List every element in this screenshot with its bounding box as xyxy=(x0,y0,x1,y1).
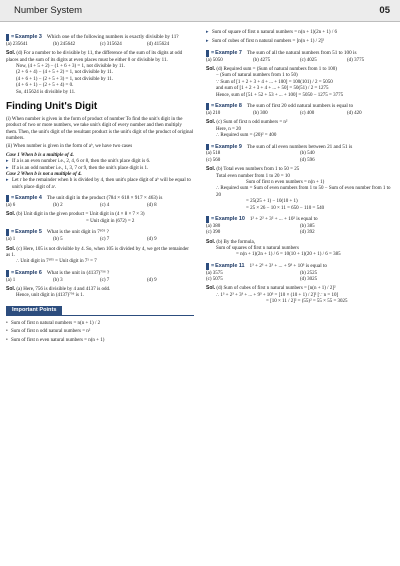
solution-line: = 25 × 26 − 10 × 11 = 650 − 110 = 540 xyxy=(246,205,325,211)
page-header xyxy=(0,0,400,22)
solution-line: ∵ Sum of [1 + 2 + 3 + 4 + ... + 100] = 100(101) / 2 = 5050 xyxy=(216,79,333,85)
case-1-bullet: ▸ If a is an even number i.e., 2, 4, 6 or 8, then the unit's place digit is 6. xyxy=(6,159,194,165)
option: (c) 4 xyxy=(100,203,110,209)
question-text: The sum of all the natural numbers from 51 to 100 is xyxy=(246,49,357,56)
question-text: What is the unit digit in 7¹⁰⁵ ? xyxy=(46,229,109,236)
option: (a) 5050 xyxy=(206,57,223,63)
option: (d) 9 xyxy=(147,237,157,243)
solution-line: (2 + 6 + 4) − (4 + 5 + 2) = 1, not divisible by 11. xyxy=(16,70,114,76)
important-points-box xyxy=(6,306,194,344)
options xyxy=(206,111,394,117)
example-3 xyxy=(6,34,194,96)
solution: Sol. (d) Sum of cubes of first n natural numbers = [n(n + 1) / 2]² ∴ 1³ + 2³ + 3³ + ... + 9³ + 10³ = [10 × (10 + 1) / 2]² [∵ n = 10] = [10 × 11 / 2]² = (55)² = 55 × 55 = 3025 xyxy=(206,285,394,305)
solution-line: Hence, sum of [51 + 52 + 53 + ... + 100] = 5050 − 1275 = 3775 xyxy=(216,92,344,98)
example-7 xyxy=(206,50,394,99)
example-4 xyxy=(6,195,194,225)
question-text: Which one of the following numbers is exactly divisible by 11? xyxy=(46,34,179,40)
option: (b) 300 xyxy=(253,110,268,116)
solution-line: (a) Here, 756 is divisible by 4 and 4137 is odd. xyxy=(16,286,111,292)
example-tag: =Example 8 xyxy=(206,103,244,110)
example-9 xyxy=(206,144,394,212)
option: (b) 245642 xyxy=(53,41,76,47)
option: (b) 5 xyxy=(53,237,63,243)
example-tag: =Example 6 xyxy=(6,270,44,277)
section-title: Number System xyxy=(14,5,83,16)
options xyxy=(6,42,194,48)
case-2-bullet: ▸ Let r be the remainder when b is divided by 4, then unit's place digit of aᵇ will be equal to unit's place digit of aʳ. xyxy=(6,178,194,191)
example-5 xyxy=(6,229,194,265)
solution-line: (c) Here, 105 is not divisible by 4. So, when 105 is divided by 4, we get the remainder as 1. xyxy=(6,246,189,258)
option: (b) 3 xyxy=(53,277,63,283)
option: (d) 415624 xyxy=(147,41,170,47)
solution-line: Now, (4 + 5 + 2) − (1 + 6 + 3) = 1, not divisible by 11. xyxy=(16,64,125,70)
example-8 xyxy=(206,103,394,139)
option: (d) 596 xyxy=(300,157,315,163)
solution-line: = Unit digit in (672) = 2 xyxy=(86,218,135,224)
option: (c) 5075 xyxy=(206,277,223,283)
option: (d) 420 xyxy=(347,110,362,116)
example-tag: =Example 11 xyxy=(206,263,247,270)
right-column xyxy=(206,30,394,306)
example-tag: =Example 3 xyxy=(6,34,44,41)
solution: Sol. (d) For a number to be divisible by 11, the difference of the sum of its digits at odd places and the sum of its digits at even places must be either 0 or divisible by 11. Now, (4 + 5 + 2) − (1 + 6 + 3) = 1, not divisible by 11. (2 + 6 + 4) − (4 + 5 + 2) = 1, not divisible by 11. (4 + 6 + 1) − (2 + 5 + 3) = 1, not divisible by 11. (4 + 6 + 1) − (2 + 5 + 4) = 0. So, 415624 is divisible by 11. xyxy=(6,50,194,96)
option: (d) 392 xyxy=(300,230,315,236)
solution: Sol. (b) Unit digit in the given product = Unit digit in (4 × 8 × 7 × 3) = Unit digit in (672) = 2 xyxy=(6,211,194,225)
options xyxy=(206,224,394,237)
solution-line: Sum of squares of first n natural numbers xyxy=(216,246,299,251)
option: (a) 210 xyxy=(206,110,221,116)
question-text: What is the unit in (4137)⁷⁵⁶ ? xyxy=(46,269,110,276)
option: (c) 4025 xyxy=(300,57,317,63)
solution-line: Sum of first n even numbers = n(n + 1) xyxy=(246,179,325,185)
solution-line: Total even number from 1 to 20 = 10 xyxy=(216,173,290,179)
example-tag: =Example 9 xyxy=(206,144,244,151)
solution-line: ∴ 1³ + 2³ + 3³ + ... + 9³ + 10³ = [10 × (10 + 1) / 2]² [∵ n = 10] xyxy=(216,292,339,298)
option: (d) 3775 xyxy=(347,57,365,63)
option: (d) 8 xyxy=(147,203,157,209)
option: (c) 560 xyxy=(206,157,221,163)
case-1-bullet: ▸ If a is an odd number i.e., 1, 3, 7 or 9, then the unit's place digit is 1. xyxy=(6,166,194,172)
option: (a) 6 xyxy=(6,203,16,209)
rule-1: (i) When number is given in the form of product of number To find the unit's digit in the product of two or more numbers, we take unit's digit of every number and then multiply them. Then, the unit's digit of the resultant product is the unit's digit of the product of original numbers. xyxy=(6,116,194,141)
solution-line: (b) By the formula, xyxy=(216,239,256,245)
formula-row: • Sum of first n odd natural numbers = n² xyxy=(6,329,194,335)
options xyxy=(206,271,394,284)
important-points-heading: Important Points xyxy=(6,306,62,315)
question-text: 1³ + 2³ + 3³ + ... + 9³ + 10³ is equal to xyxy=(249,262,327,269)
solution-line: = [10 × 11 / 2]² = (55)² = 55 × 55 = 3025 xyxy=(266,299,348,305)
example-tag: =Example 7 xyxy=(206,50,244,57)
rule-2: (ii) When number is given in the form of aᵇ, we have two cases xyxy=(6,144,133,150)
case-1: Case 1 When b is a multiple of 4. xyxy=(6,152,74,158)
solution-line: Here, n = 20 xyxy=(216,126,242,132)
solution-line: − (Sum of natural numbers from 1 to 50) xyxy=(216,73,298,79)
option: (b) 540 xyxy=(300,151,315,157)
option: (c) 7 xyxy=(100,237,110,243)
option: (a) 235641 xyxy=(6,41,28,47)
options xyxy=(6,278,194,284)
option: (d) 9 xyxy=(147,277,157,283)
option: (c) 390 xyxy=(206,230,221,236)
left-column xyxy=(6,30,194,346)
solution-line: and sum of [1 + 2 + 3 + 4 + ... + 50] = 50(51) / 2 = 1275 xyxy=(216,86,329,92)
question-text: The sum of all even numbers between 21 and 51 is xyxy=(246,143,353,150)
solution-line: (4 + 6 + 1) − (2 + 5 + 3) = 1, not divisible by 11. xyxy=(16,76,114,82)
option: (b) 385 xyxy=(300,223,315,229)
solution-line: = n(n + 1)(2n + 1) / 6 = 10(10 + 1)(20 + 1) / 6 = 385 xyxy=(236,252,341,258)
solution-line: (b) Unit digit in the given product = Unit digit in (4 × 8 × 7 × 3) xyxy=(16,212,145,218)
solution-line: (d) Required sum = (Sum of natural numbers from 1 to 100) xyxy=(216,67,337,73)
option: (b) 2525 xyxy=(300,270,318,276)
options xyxy=(6,237,194,243)
option: (b) 4275 xyxy=(253,57,271,63)
formula-row: • Sum of first n even natural numbers = n(n + 1) xyxy=(6,338,194,344)
formula-row: • Sum of first n natural numbers = n(n + 1) / 2 xyxy=(6,321,194,327)
options xyxy=(206,151,394,164)
example-6 xyxy=(6,270,194,300)
question-text: The unit digit in the product (784 × 618 × 917 × 463) is xyxy=(46,195,163,202)
example-10 xyxy=(206,216,394,259)
question-text: 1² + 2² + 3² + ... + 10² is equal to xyxy=(249,215,318,222)
option: (c) 400 xyxy=(300,110,315,116)
solution-line: (c) Sum of first n odd numbers = n² xyxy=(216,120,288,126)
solution-line: ∴ Required sum = (20)² = 400 xyxy=(216,133,277,139)
solution-line: (4 + 6 + 1) − (2 + 5 + 4) = 0. xyxy=(16,83,74,89)
option: (d) 3025 xyxy=(300,277,318,283)
solution: Sol. (b) By the formula, Sum of squares of first n natural numbers = n(n + 1)(2n + 1) / 6 = 10(10 + 1)(20 + 1) / 6 = 385 xyxy=(206,239,394,259)
option: (c) 7 xyxy=(100,277,110,283)
solution-line: ∴ Required sum = Sum of even numbers from 1 to 50 − Sum of even number from 1 to 20 xyxy=(216,186,391,198)
question-text: The sum of first 20 odd natural numbers is equal to xyxy=(246,103,354,110)
option: (a) 3575 xyxy=(206,270,223,276)
solution: Sol. (c) Here, 105 is not divisible by 4. So, when 105 is divided by 4, we get the remainder as 1. ∴ Unit digit in 7¹⁰⁵ = Unit digit in 7¹ = 7 xyxy=(6,246,194,266)
solution: Sol. (a) Here, 756 is divisible by 4 and 4137 is odd. Hence, unit digit in (4137)⁷⁵⁶ is 1. xyxy=(6,286,194,300)
solution: Sol. (d) Required sum = (Sum of natural numbers from 1 to 100) − (Sum of natural numbers from 1 to 50) ∵ Sum of [1 + 2 + 3 + 4 + ... + 100] = 100(101) / 2 = 5050 and sum of [1 + 2 + 3 + 4 + ... + 50] = 50(51) / 2 = 1275 Hence, sum of [51 + 52 + 53 + ... + 100] = 5050 − 1275 = 3775 xyxy=(206,66,394,99)
option: (c) 315624 xyxy=(100,41,122,47)
formula-sum-cubes: ▸ Sum of cubes of first n natural numbers = [n(n + 1) / 2]² xyxy=(206,39,394,45)
solution-line: Hence, unit digit in (4137)⁷⁵⁶ is 1. xyxy=(16,293,84,299)
example-tag: =Example 5 xyxy=(6,229,44,236)
solution-line: = 25(25 + 1) − 10(10 + 1) xyxy=(246,199,298,205)
option: (a) 1 xyxy=(6,237,16,243)
options xyxy=(6,203,194,209)
option: (b) 2 xyxy=(53,203,63,209)
example-11 xyxy=(206,263,394,306)
example-tag: =Example 4 xyxy=(6,195,44,202)
option: (a) 1 xyxy=(6,277,16,283)
solution-line: (b) Total even numbers from 1 to 50 = 25 xyxy=(216,167,300,173)
solution-line: (d) For a number to be divisible by 11, the difference of the sum of its digits at odd places and the sum of its digits at even places must be either 0 or divisible by 11. xyxy=(6,51,183,63)
section-heading: Finding Unit's Digit xyxy=(6,101,98,113)
solution-line: (d) Sum of cubes of first n natural numbers = [n(n + 1) / 2]² xyxy=(216,286,336,292)
example-tag: =Example 10 xyxy=(206,216,247,223)
page-number: 05 xyxy=(379,5,390,16)
solution: Sol. (c) Sum of first n odd numbers = n² Here, n = 20 ∴ Required sum = (20)² = 400 xyxy=(206,119,394,139)
solution-line: ∴ Unit digit in 7¹⁰⁵ = Unit digit in 7¹ = 7 xyxy=(16,259,97,265)
formula-sum-squares: ▸ Sum of square of first n natural numbers = n(n + 1)(2n + 1) / 6 xyxy=(206,30,394,36)
solution: Sol. (b) Total even numbers from 1 to 50 = 25 Total even number from 1 to 20 = 10 Sum of first n even numbers = n(n + 1) ∴ Required sum = Sum of even numbers from 1 to 50 − Sum of even number from 1 to 20 = 25(25 + 1) − 10(10 + 1) = 25 × 26 − 10 × 11 = 650 − 110 = 540 xyxy=(206,166,394,212)
solution-line: So, 415624 is divisible by 11. xyxy=(16,89,76,95)
option: (a) 380 xyxy=(206,223,221,229)
options xyxy=(206,58,394,64)
option: (a) 518 xyxy=(206,151,221,157)
case-2: Case 2 When b is not a multiple of 4. xyxy=(6,171,82,177)
